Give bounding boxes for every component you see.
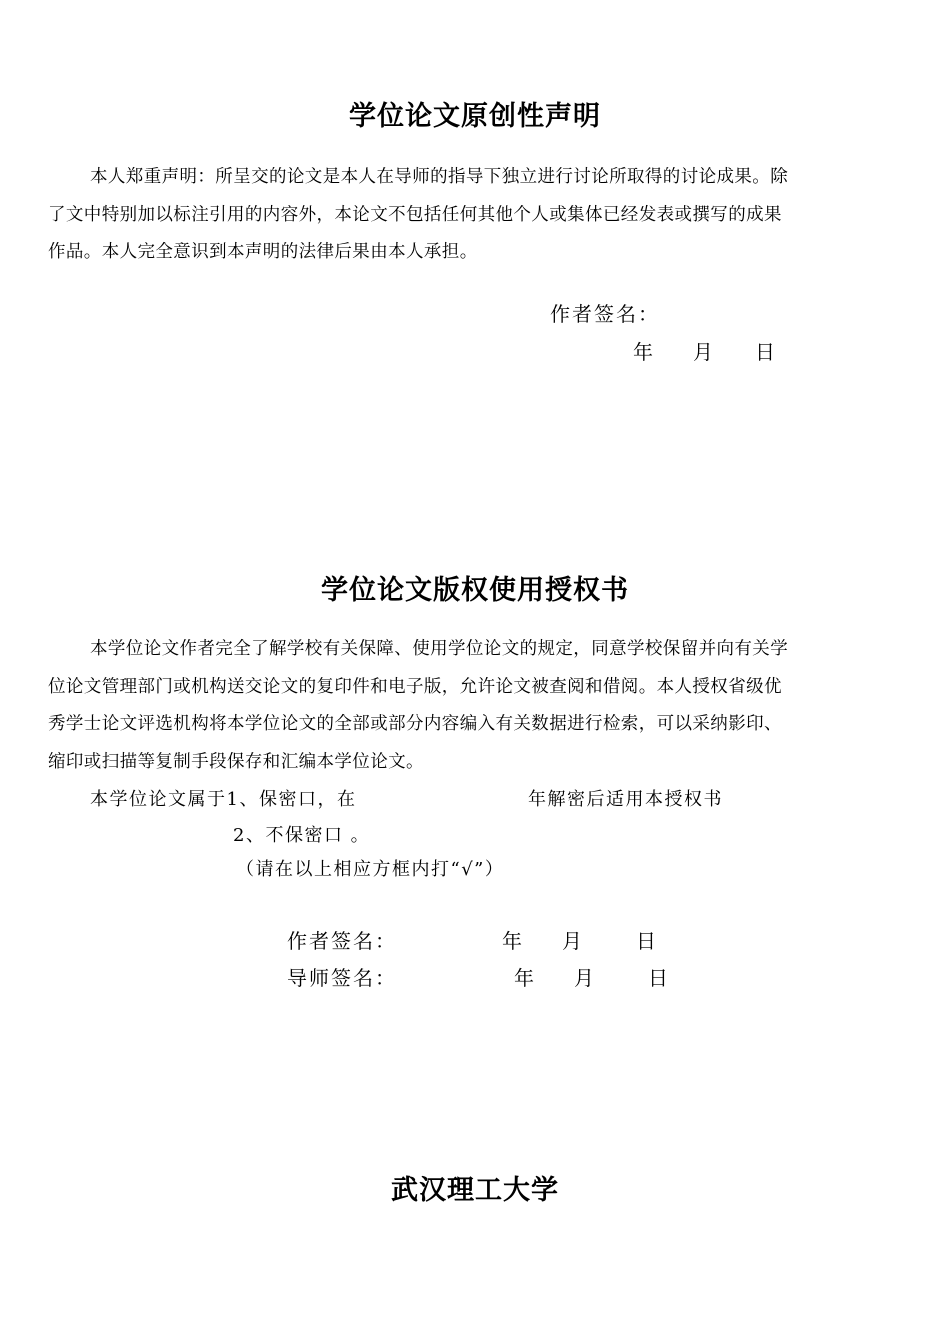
declaration-line-1: 本人郑重声明：所呈交的论文是本人在导师的指导下独立进行讨论所取得的讨论成果。除 — [90, 167, 789, 187]
authorization-advisor-date-year: 年 — [514, 966, 536, 990]
declaration-line-2: 了文中特别加以标注引用的内容外，本论文不包括任何其他个人或集体已经发表或撰写的成果 — [48, 204, 782, 225]
authorization-author-date-year: 年 — [502, 929, 524, 953]
declaration-date-year: 年 — [633, 340, 655, 364]
authorization-paragraph — [48, 631, 908, 781]
declaration-line-3: 作品。本人完全意识到本声明的法律后果由本人承担。 — [48, 242, 478, 262]
authorization-option1-prefix: 本学位论文属于1、保密口，在 — [90, 789, 357, 810]
authorization-title: 学位论文版权使用授权书 — [321, 575, 629, 606]
authorization-line-4: 缩印或扫描等复制手段保存和汇编本学位论文。 — [48, 751, 424, 772]
authorization-author-sign-label: 作者签名： — [287, 929, 397, 953]
authorization-line-3: 秀学士论文评选机构将本学位论文的全部或部分内容编入有关数据进行检索，可以采纳影印、 — [48, 714, 782, 734]
university-name: 武汉理工大学 — [391, 1175, 559, 1206]
authorization-line-1: 本学位论文作者完全了解学校有关保障、使用学位论文的规定，同意学校保留并向有关学 — [90, 639, 789, 659]
authorization-option2: 2、不保密口 。 — [233, 825, 371, 846]
authorization-advisor-date-day: 日 — [648, 966, 670, 990]
authorization-option1-suffix: 年解密后适用本授权书 — [528, 789, 723, 810]
declaration-date-month: 月 — [693, 340, 715, 364]
authorization-advisor-date-month: 月 — [574, 966, 596, 990]
declaration-date-day: 日 — [755, 340, 777, 364]
authorization-line-2: 位论文管理部门或机构送交论文的复印件和电子版，允许论文被查阅和借阅。本人授权省级优 — [48, 676, 782, 697]
declaration-title: 学位论文原创性声明 — [349, 101, 601, 132]
authorization-author-date-month: 月 — [562, 929, 584, 953]
authorization-instruction: （请在以上相应方框内打“√”） — [236, 859, 505, 880]
authorization-advisor-sign-label: 导师签名： — [287, 966, 397, 990]
authorization-author-date-day: 日 — [636, 929, 658, 953]
declaration-author-sign-label: 作者签名： — [550, 302, 660, 326]
declaration-paragraph — [48, 159, 908, 272]
